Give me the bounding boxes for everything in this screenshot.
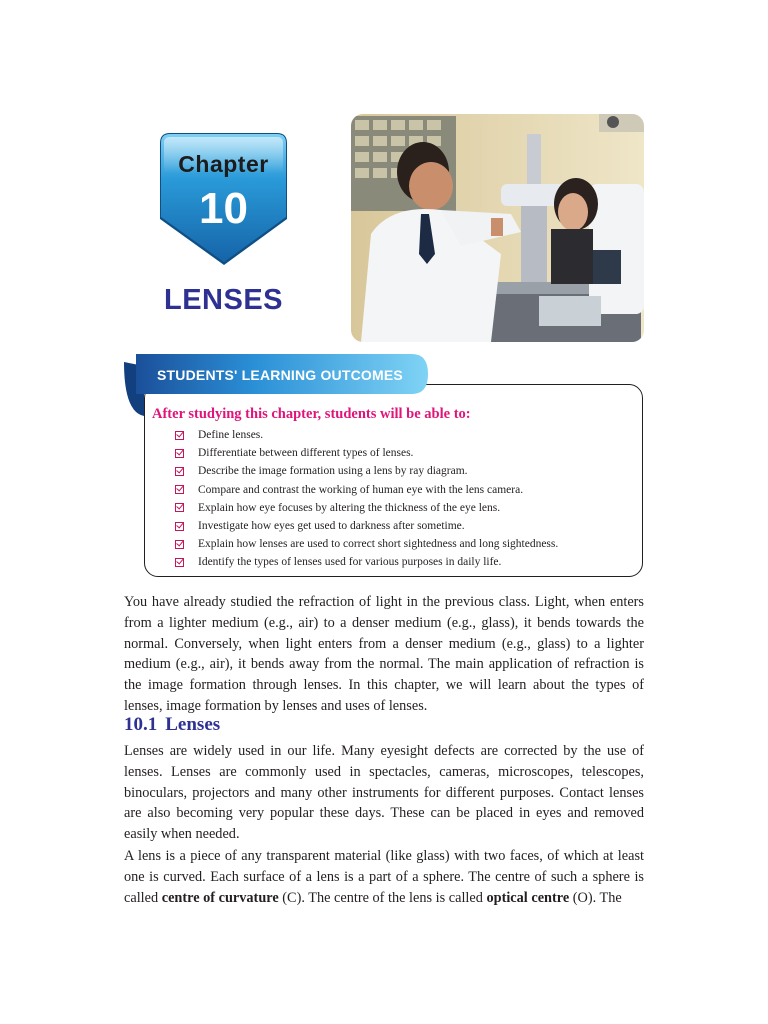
list-item: Differentiate between different types of lenses. <box>175 444 558 462</box>
list-item: Identify the types of lenses used for various purposes in daily life. <box>175 553 558 571</box>
checkbox-icon <box>175 467 184 476</box>
chapter-badge <box>158 131 289 268</box>
term-centre-of-curvature: centre of curvature <box>161 889 279 906</box>
section-paragraph-2: A lens is a piece of any transparent material (like glass) with two faces, of which at least one is curved. Each surface of a lens is a part of a sphere. The centre of such a sphere is called centre of curvature (C). The centre of the lens is called optical centre (O). The <box>124 848 644 906</box>
list-item: Describe the image formation using a lens by ray diagram. <box>175 462 558 480</box>
outcomes-intro: After studying this chapter, students will be able to: <box>152 406 471 422</box>
checkbox-icon <box>175 485 184 494</box>
term-optical-centre: optical centre <box>486 889 570 906</box>
checkbox-icon <box>175 522 184 531</box>
section-paragraph-1: Lenses are widely used in our life. Many eyesight defects are corrected by the use of lenses. Lenses are commonly used in spectacles, cameras, microscopes, telescopes, binoculars, projectors and many other instruments for different purposes. Contact lenses are also becoming very popular these days. These can be placed in eyes and removed easily when needed. <box>124 743 644 843</box>
chapter-number: 10 <box>199 184 248 233</box>
section-number: 10.1 <box>124 714 158 735</box>
optometrist-examining-patient-photo <box>351 114 644 342</box>
list-item: Investigate how eyes get used to darkness after sometime. <box>175 517 558 535</box>
intro-paragraph: You have already studied the refraction of light in the previous class. Light, when enters from a lighter medium (e.g., air) to a denser medium (e.g., glass), it bends towards the normal. Conversely, when light enters from a denser medium (e.g., glass) to a lighter medium (e.g., air), it bends away from the normal. The main application of refraction is the image formation through lenses. In this chapter, we will learn about the types of lenses, image formation by lenses and uses of lenses. <box>124 594 644 714</box>
checkbox-icon <box>175 558 184 567</box>
checkbox-icon <box>175 503 184 512</box>
chapter-title: LENSES <box>163 284 284 316</box>
list-item: Explain how lenses are used to correct short sightedness and long sightedness. <box>175 535 558 553</box>
section-heading <box>124 714 220 736</box>
chapter-label: Chapter <box>178 151 269 177</box>
section-title: Lenses <box>165 714 221 735</box>
checkbox-icon <box>175 431 184 440</box>
checkbox-icon <box>175 449 184 458</box>
checkbox-icon <box>175 540 184 549</box>
list-item: Explain how eye focuses by altering the thickness of the eye lens. <box>175 499 558 517</box>
learning-outcomes-heading: STUDENTS' LEARNING OUTCOMES <box>157 367 403 383</box>
list-item: Define lenses. <box>175 426 558 444</box>
outcomes-list <box>175 426 558 572</box>
list-item: Compare and contrast the working of human eye with the lens camera. <box>175 481 558 499</box>
